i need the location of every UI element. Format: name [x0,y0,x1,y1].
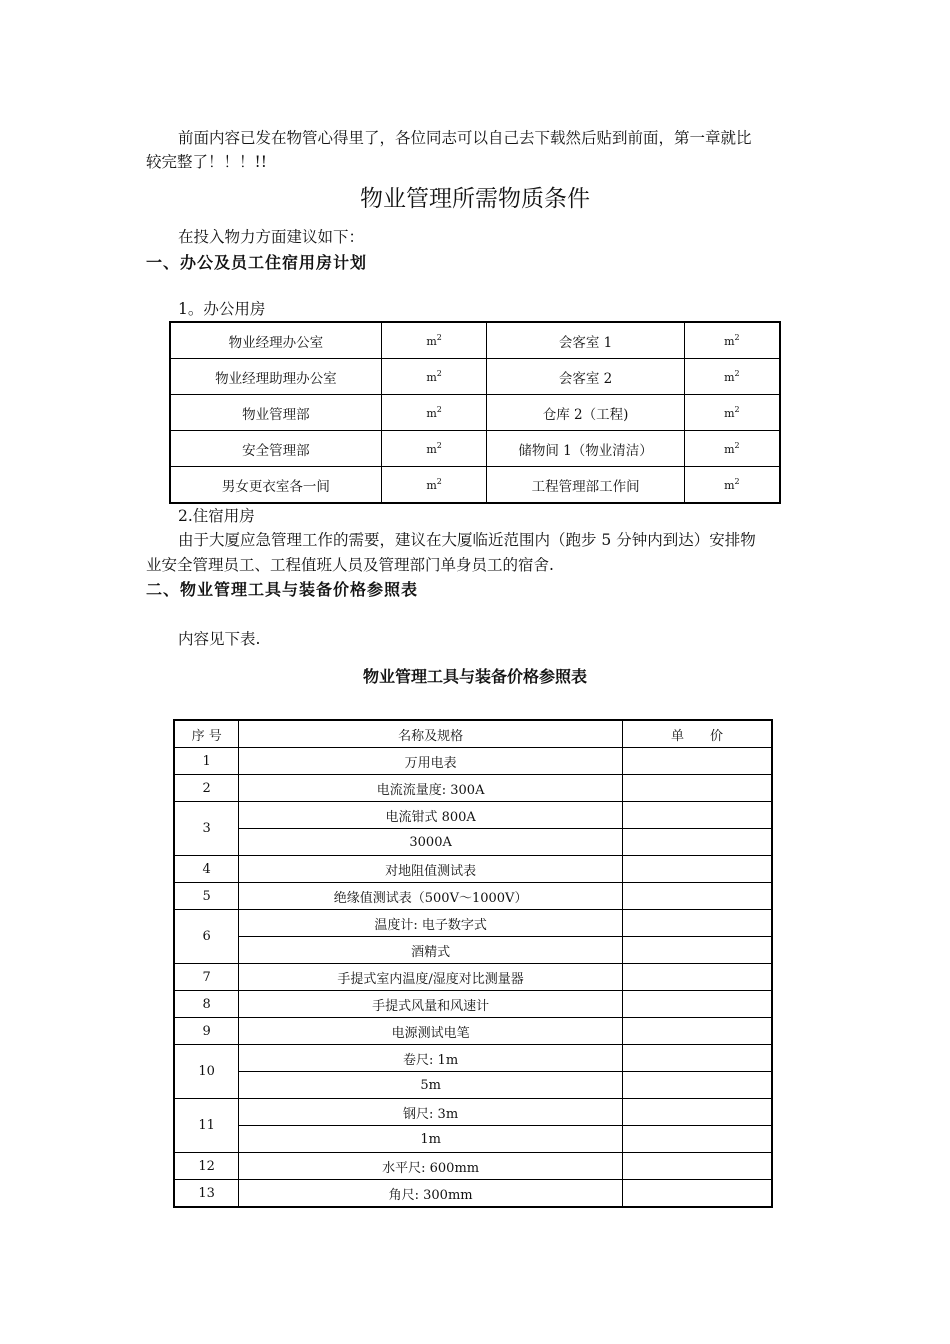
table-row [174,1180,772,1208]
intro-line-2: 较完整了！！！!! [146,153,267,171]
unit-price-cell [622,883,772,910]
row-number: 13 [174,1180,239,1208]
unit-superscript: 2 [734,404,740,414]
unit-price-cell [622,748,772,775]
unit-superscript: 2 [734,332,740,342]
unit-superscript: 2 [436,440,442,450]
unit-price-cell [622,829,772,856]
table-row [174,1018,772,1045]
table-row [174,937,772,964]
table-row [174,775,772,802]
table-row [174,964,772,991]
unit-text: m [426,370,437,384]
row-number: 2 [174,775,239,802]
item-name: 手提式风量和风速计 [239,991,623,1018]
dorm-line-1: 由于大厦应急管理工作的需要，建议在大厦临近范围内（跑步 5 分钟内到达）安排物 [178,531,756,549]
row-number: 9 [174,1018,239,1045]
item-name: 电流流量度: 300A [239,775,623,802]
row-number: 7 [174,964,239,991]
lead-text: 在投入物力方面建议如下： [178,228,365,246]
page-title: 物业管理所需物质条件 [360,186,590,212]
office-row [170,395,780,431]
table-row [174,829,772,856]
office-row [170,431,780,467]
table-row [174,802,772,829]
office-room-name: 男女更衣室各一间 [170,467,381,504]
office-room-area [684,322,780,359]
section-1-heading: 一、办公及员工住宿用房计划 [146,253,368,272]
unit-price-cell [622,1045,772,1072]
unit-price-cell [622,964,772,991]
office-room-area [381,467,487,504]
unit-price-cell [622,1126,772,1153]
item-name: 电源测试电笔 [239,1018,623,1045]
item-name: 角尺: 300mm [239,1180,623,1208]
item-name: 万用电表 [239,748,623,775]
office-room-area [684,395,780,431]
header-name: 名称及规格 [239,720,623,748]
table-row [174,748,772,775]
table-row [174,883,772,910]
tools-header-row [174,720,772,748]
unit-text: m [724,478,735,492]
unit-superscript: 2 [734,440,740,450]
office-room-name: 会客室 2 [487,359,684,395]
unit-text: m [724,442,735,456]
office-subheading: 1。办公用房 [178,300,266,318]
unit-superscript: 2 [436,332,442,342]
office-room-area [381,359,487,395]
header-price: 单 价 [622,720,772,748]
unit-text: m [426,406,437,420]
unit-price-cell [622,991,772,1018]
office-room-area [684,431,780,467]
item-name: 电流钳式 800A [239,802,623,829]
row-number: 5 [174,883,239,910]
row-number: 11 [174,1099,239,1153]
item-name: 卷尺: 1m [239,1045,623,1072]
unit-text: m [426,478,437,492]
row-number: 10 [174,1045,239,1099]
table-row [174,1153,772,1180]
row-number: 12 [174,1153,239,1180]
office-room-name: 会客室 1 [487,322,684,359]
unit-price-cell [622,775,772,802]
row-number: 1 [174,748,239,775]
unit-superscript: 2 [734,476,740,486]
section-2-heading: 二、物业管理工具与装备价格参照表 [146,580,419,599]
item-name: 温度计: 电子数字式 [239,910,623,937]
table-row [174,1072,772,1099]
unit-text: m [426,442,437,456]
table-row [174,1099,772,1126]
unit-superscript: 2 [436,476,442,486]
unit-text: m [724,334,735,348]
office-row [170,359,780,395]
unit-text: m [724,406,735,420]
office-room-name: 物业管理部 [170,395,381,431]
unit-price-cell [622,802,772,829]
unit-superscript: 2 [436,368,442,378]
unit-price-cell [622,1180,772,1208]
unit-superscript: 2 [734,368,740,378]
dorm-subheading: 2.住宿用房 [178,507,255,525]
office-room-name: 储物间 1（物业清洁） [487,431,684,467]
unit-price-cell [622,1072,772,1099]
tools-table-title: 物业管理工具与装备价格参照表 [362,667,587,686]
item-name: 1m [239,1126,623,1153]
office-room-area [381,322,487,359]
table-note: 内容见下表. [178,630,261,648]
row-number: 3 [174,802,239,856]
tools-price-table [173,719,773,1208]
item-name: 手提式室内温度/湿度对比测量器 [239,964,623,991]
item-name: 酒精式 [239,937,623,964]
table-row [174,1126,772,1153]
unit-price-cell [622,937,772,964]
office-row [170,467,780,504]
office-room-area [684,467,780,504]
item-name: 绝缘值测试表（500V～1000V） [239,883,623,910]
row-number: 4 [174,856,239,883]
office-room-name: 物业经理办公室 [170,322,381,359]
table-row [174,991,772,1018]
item-name: 5m [239,1072,623,1099]
item-name: 对地阻值测试表 [239,856,623,883]
unit-price-cell [622,1153,772,1180]
row-number: 6 [174,910,239,964]
unit-price-cell [622,1018,772,1045]
table-row [174,910,772,937]
office-room-area [381,395,487,431]
item-name: 3000A [239,829,623,856]
office-room-table [169,321,781,504]
item-name: 水平尺: 600mm [239,1153,623,1180]
row-number: 8 [174,991,239,1018]
intro-line-1: 前面内容已发在物管心得里了，各位同志可以自己去下载然后贴到前面，第一章就比 [178,129,752,147]
item-name: 钢尺: 3m [239,1099,623,1126]
table-row [174,856,772,883]
office-room-area [381,431,487,467]
office-room-name: 物业经理助理办公室 [170,359,381,395]
office-room-area [684,359,780,395]
office-room-name: 工程管理部工作间 [487,467,684,504]
unit-superscript: 2 [436,404,442,414]
table-row [174,1045,772,1072]
unit-text: m [426,334,437,348]
office-row [170,322,780,359]
office-room-name: 仓库 2（工程) [487,395,684,431]
unit-price-cell [622,856,772,883]
unit-text: m [724,370,735,384]
office-room-name: 安全管理部 [170,431,381,467]
dorm-line-2: 业安全管理员工、工程值班人员及管理部门单身员工的宿舍. [146,556,554,574]
header-no: 序 号 [174,720,239,748]
unit-price-cell [622,910,772,937]
unit-price-cell [622,1099,772,1126]
